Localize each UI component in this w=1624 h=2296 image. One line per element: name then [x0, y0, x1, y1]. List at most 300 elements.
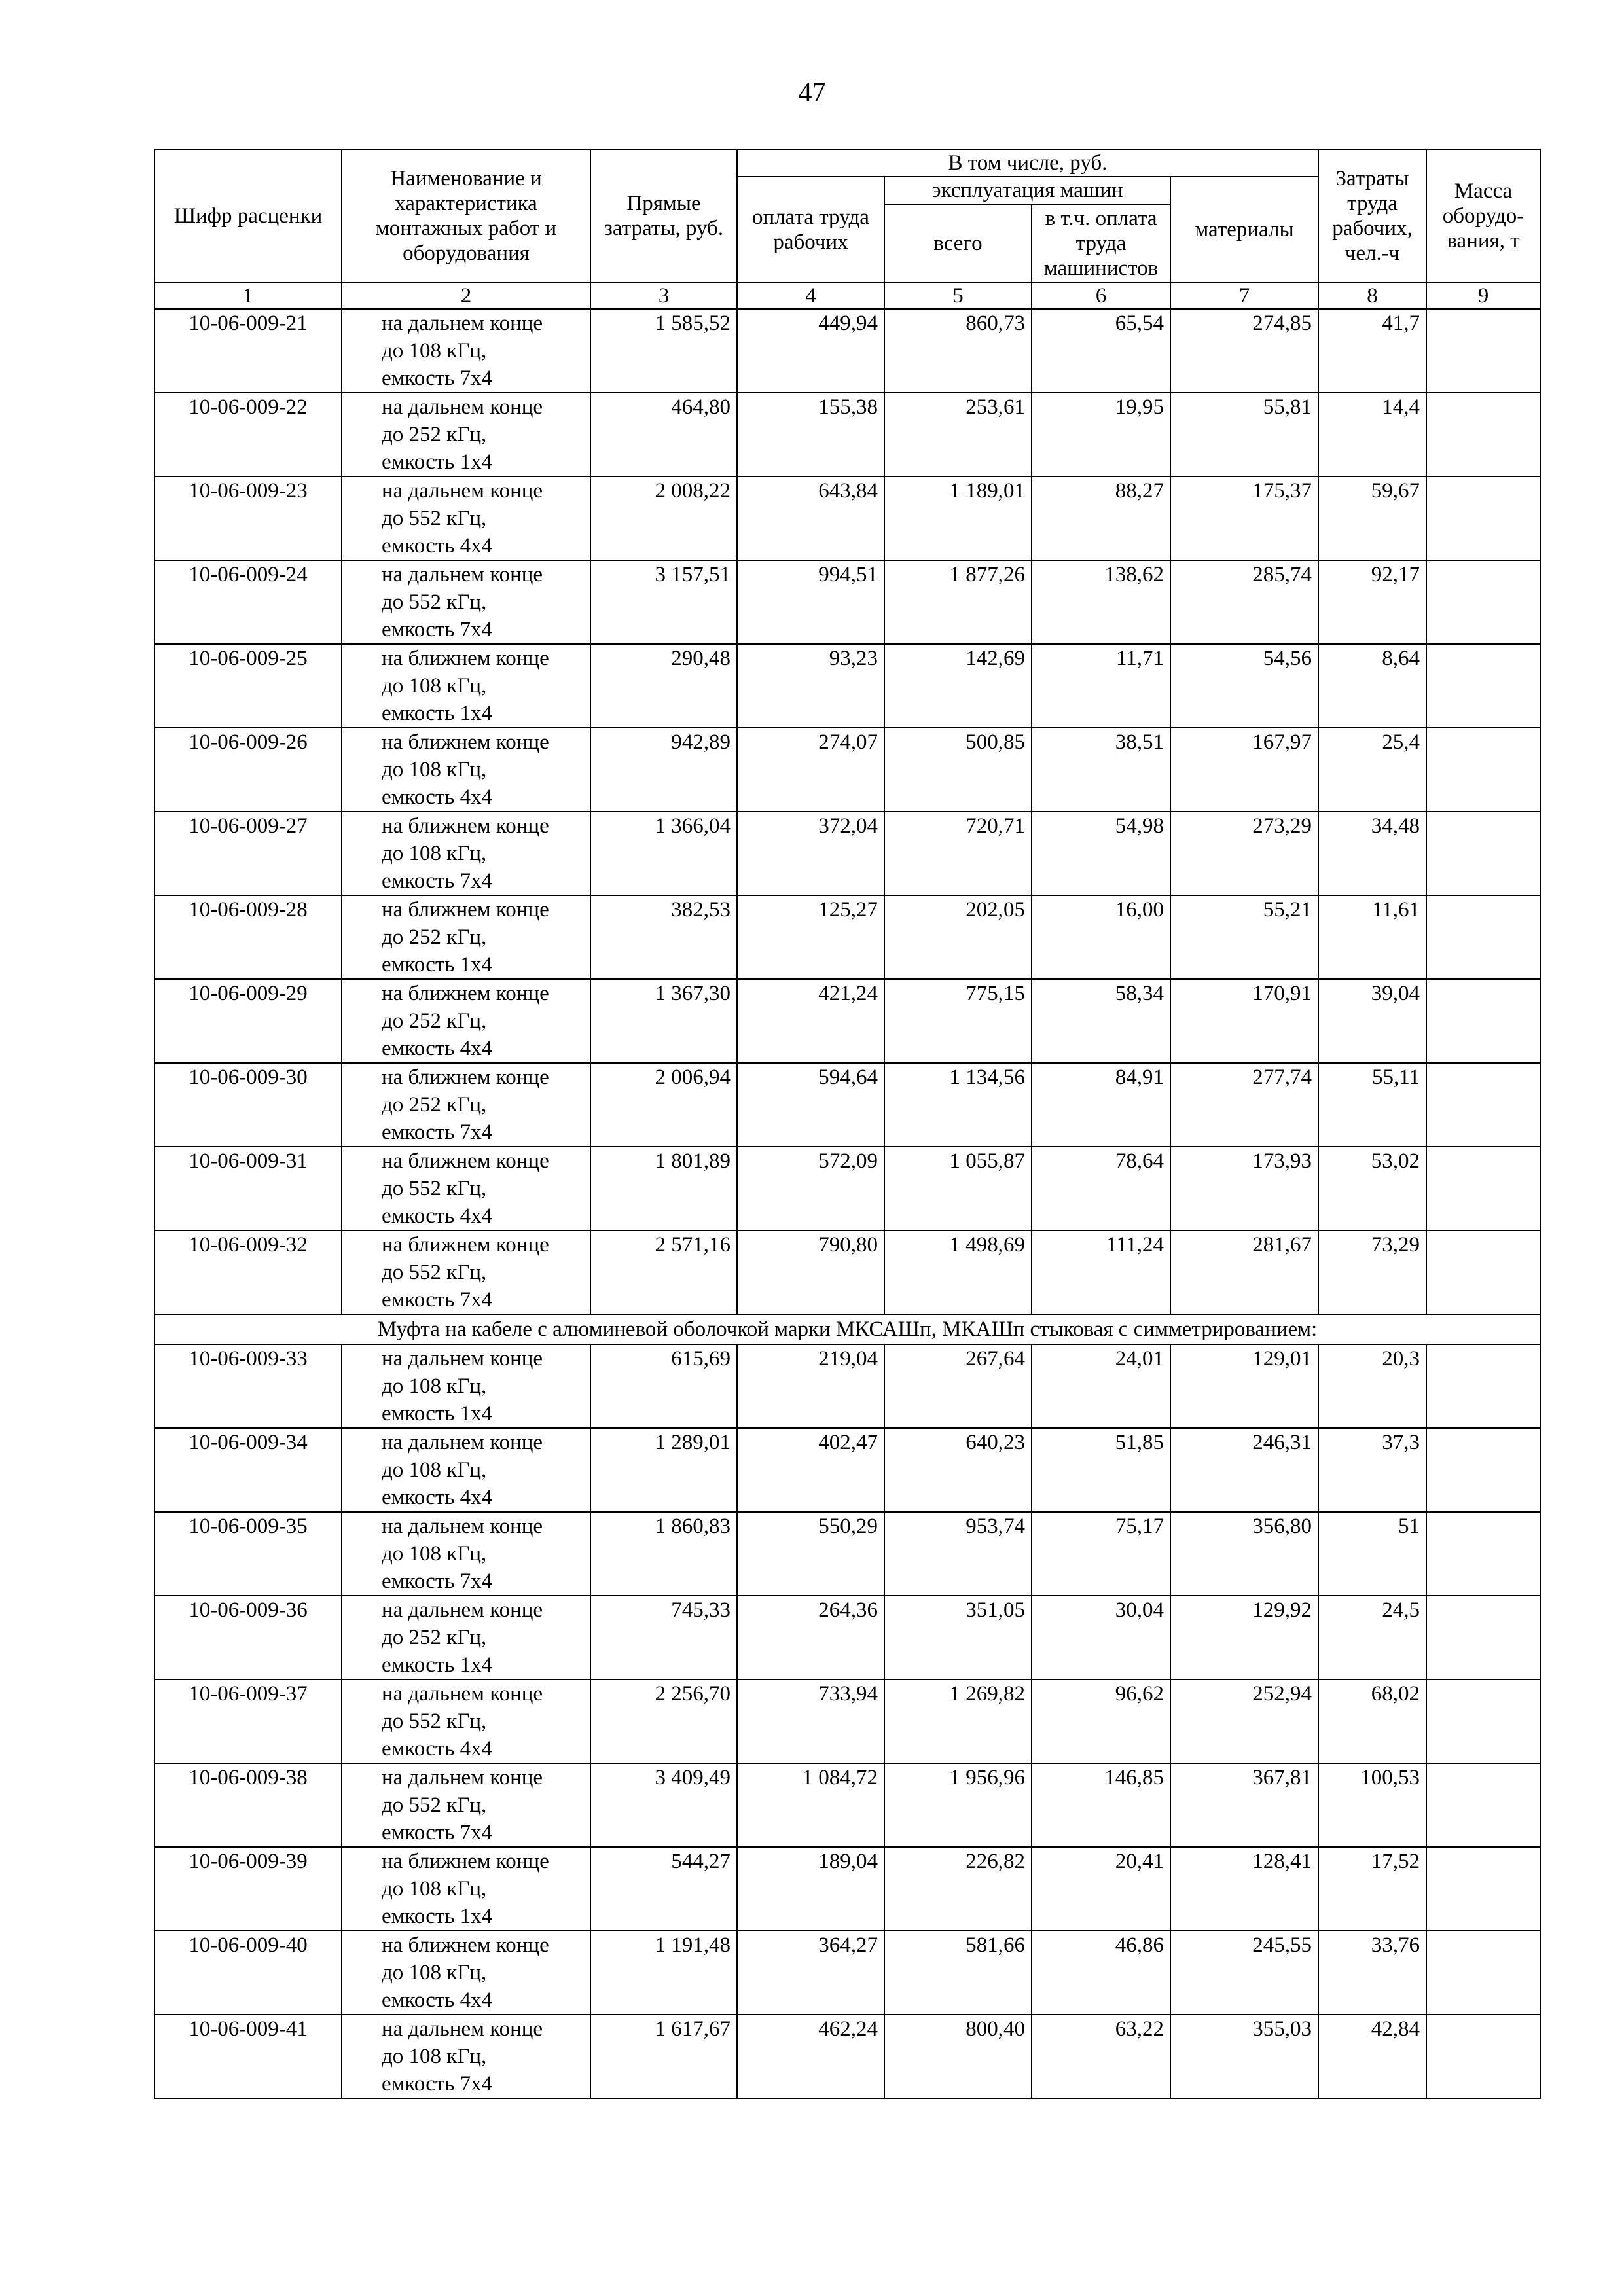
cell-direct-costs: 382,53 [590, 895, 737, 979]
table-row [154, 1230, 1540, 1314]
cell-code: 10-06-009-38 [154, 1763, 342, 1847]
table-row [154, 895, 1540, 979]
cell-machinist-pay: 138,62 [1032, 560, 1170, 644]
cell-machine-total: 581,66 [884, 1931, 1032, 2015]
cell-mass [1426, 1931, 1540, 2015]
cell-code: 10-06-009-28 [154, 895, 342, 979]
cell-machine-total: 800,40 [884, 2015, 1032, 2098]
cell-name-line: емкость 1х4 [382, 1402, 493, 1426]
cell-name-line: емкость 4х4 [382, 1988, 493, 2012]
cell-direct-costs: 1 801,89 [590, 1147, 737, 1230]
column-number: 5 [884, 283, 1032, 309]
cell-mass [1426, 1512, 1540, 1596]
cell-mass [1426, 560, 1540, 644]
cell-labor: 33,76 [1318, 1931, 1426, 2015]
cell-name-line: емкость 7х4 [382, 869, 493, 893]
cell-name-line: емкость 7х4 [382, 1288, 493, 1312]
cell-name [342, 560, 590, 644]
cell-name-line: до 252 кГц, [382, 1626, 487, 1649]
cell-name [342, 1931, 590, 2015]
table-row [154, 1596, 1540, 1679]
cell-name-line: на ближнем конце [382, 982, 549, 1005]
table-row [154, 1512, 1540, 1596]
cell-name [342, 979, 590, 1063]
cell-mass [1426, 1428, 1540, 1512]
cell-materials: 55,81 [1170, 393, 1318, 476]
cell-labor: 39,04 [1318, 979, 1426, 1063]
table-row [154, 1763, 1540, 1847]
cell-mass [1426, 1344, 1540, 1428]
cell-machine-total: 500,85 [884, 728, 1032, 812]
cell-workers-pay: 155,38 [737, 393, 884, 476]
cell-mass [1426, 979, 1540, 1063]
cell-workers-pay: 189,04 [737, 1847, 884, 1931]
cell-name-line: до 108 кГц, [382, 1374, 487, 1398]
cell-mass [1426, 2015, 1540, 2098]
table-row [154, 1679, 1540, 1763]
cell-workers-pay: 364,27 [737, 1931, 884, 2015]
table-row [154, 476, 1540, 560]
cell-direct-costs: 1 367,30 [590, 979, 737, 1063]
cell-materials: 128,41 [1170, 1847, 1318, 1931]
cell-labor: 92,17 [1318, 560, 1426, 644]
cell-direct-costs: 615,69 [590, 1344, 737, 1428]
table-row [154, 560, 1540, 644]
header-machine-total: всего [884, 204, 1032, 283]
cell-code: 10-06-009-40 [154, 1931, 342, 2015]
cell-workers-pay: 274,07 [737, 728, 884, 812]
table-row [154, 812, 1540, 895]
cell-name-line: на дальнем конце [382, 1766, 543, 1789]
cell-name-line: емкость 7х4 [382, 1121, 493, 1144]
cell-direct-costs: 2 571,16 [590, 1230, 737, 1314]
table-body [154, 309, 1540, 2098]
cell-name-line: до 108 кГц, [382, 842, 487, 865]
cell-materials: 355,03 [1170, 2015, 1318, 2098]
cell-machinist-pay: 54,98 [1032, 812, 1170, 895]
cell-materials: 175,37 [1170, 476, 1318, 560]
cell-name-line: емкость 1х4 [382, 450, 493, 474]
column-number: 8 [1318, 283, 1426, 309]
cell-code: 10-06-009-22 [154, 393, 342, 476]
table-row [154, 979, 1540, 1063]
price-table [154, 149, 1541, 2099]
cell-code: 10-06-009-30 [154, 1063, 342, 1147]
cell-materials: 129,92 [1170, 1596, 1318, 1679]
cell-workers-pay: 790,80 [737, 1230, 884, 1314]
cell-name [342, 1512, 590, 1596]
cell-machine-total: 1 055,87 [884, 1147, 1032, 1230]
cell-workers-pay: 402,47 [737, 1428, 884, 1512]
cell-machine-total: 1 498,69 [884, 1230, 1032, 1314]
cell-machinist-pay: 75,17 [1032, 1512, 1170, 1596]
cell-code: 10-06-009-21 [154, 309, 342, 393]
cell-workers-pay: 994,51 [737, 560, 884, 644]
cell-mass [1426, 812, 1540, 895]
cell-machine-total: 640,23 [884, 1428, 1032, 1512]
cell-code: 10-06-009-35 [154, 1512, 342, 1596]
cell-name-line: до 252 кГц, [382, 423, 487, 446]
cell-name-line: емкость 4х4 [382, 534, 493, 558]
cell-mass [1426, 895, 1540, 979]
cell-name-line: на ближнем конце [382, 1933, 549, 1957]
cell-name-line: на дальнем конце [382, 1347, 543, 1371]
cell-name-line: на ближнем конце [382, 814, 549, 838]
table-row [154, 644, 1540, 728]
cell-mass [1426, 644, 1540, 728]
table-row [154, 1428, 1540, 1512]
cell-workers-pay: 550,29 [737, 1512, 884, 1596]
cell-machine-total: 226,82 [884, 1847, 1032, 1931]
cell-direct-costs: 3 409,49 [590, 1763, 737, 1847]
column-number: 9 [1426, 283, 1540, 309]
column-number-row [154, 283, 1540, 309]
cell-labor: 14,4 [1318, 393, 1426, 476]
cell-name [342, 1230, 590, 1314]
cell-name [342, 1147, 590, 1230]
cell-materials: 170,91 [1170, 979, 1318, 1063]
cell-machine-total: 1 269,82 [884, 1679, 1032, 1763]
cell-name [342, 644, 590, 728]
header-name: Наименование и характеристика монтажных работ и оборудования [342, 149, 590, 283]
cell-machinist-pay: 84,91 [1032, 1063, 1170, 1147]
cell-direct-costs: 1 289,01 [590, 1428, 737, 1512]
column-number: 4 [737, 283, 884, 309]
cell-name [342, 812, 590, 895]
cell-labor: 34,48 [1318, 812, 1426, 895]
cell-machine-total: 775,15 [884, 979, 1032, 1063]
cell-name-line: на дальнем конце [382, 479, 543, 503]
cell-name-line: емкость 1х4 [382, 1905, 493, 1928]
cell-machinist-pay: 11,71 [1032, 644, 1170, 728]
cell-name [342, 1596, 590, 1679]
cell-direct-costs: 745,33 [590, 1596, 737, 1679]
cell-name-line: до 252 кГц, [382, 925, 487, 949]
cell-direct-costs: 464,80 [590, 393, 737, 476]
column-number: 6 [1032, 283, 1170, 309]
cell-name-line: на ближнем конце [382, 1850, 549, 1873]
cell-direct-costs: 1 191,48 [590, 1931, 737, 2015]
cell-workers-pay: 93,23 [737, 644, 884, 728]
cell-materials: 173,93 [1170, 1147, 1318, 1230]
cell-labor: 73,29 [1318, 1230, 1426, 1314]
cell-labor: 37,3 [1318, 1428, 1426, 1512]
cell-machinist-pay: 96,62 [1032, 1679, 1170, 1763]
cell-name-line: емкость 4х4 [382, 1204, 493, 1228]
cell-direct-costs: 942,89 [590, 728, 737, 812]
header-machine-ops: эксплуатация машин [884, 177, 1170, 204]
column-number: 7 [1170, 283, 1318, 309]
cell-direct-costs: 1 617,67 [590, 2015, 737, 2098]
table-row [154, 1344, 1540, 1428]
table-row [154, 2015, 1540, 2098]
cell-workers-pay: 125,27 [737, 895, 884, 979]
cell-mass [1426, 309, 1540, 393]
cell-workers-pay: 264,36 [737, 1596, 884, 1679]
header-workers-pay: оплата труда рабочих [737, 177, 884, 283]
cell-machinist-pay: 88,27 [1032, 476, 1170, 560]
cell-name [342, 1847, 590, 1931]
cell-machinist-pay: 24,01 [1032, 1344, 1170, 1428]
header-including: В том числе, руб. [737, 149, 1318, 177]
cell-name [342, 309, 590, 393]
cell-machine-total: 142,69 [884, 644, 1032, 728]
cell-mass [1426, 1763, 1540, 1847]
cell-materials: 54,56 [1170, 644, 1318, 728]
cell-machinist-pay: 46,86 [1032, 1931, 1170, 2015]
cell-name-line: до 252 кГц, [382, 1009, 487, 1033]
cell-name-line: на ближнем конце [382, 1233, 549, 1257]
cell-code: 10-06-009-36 [154, 1596, 342, 1679]
cell-code: 10-06-009-24 [154, 560, 342, 644]
cell-name-line: до 552 кГц, [382, 590, 487, 614]
cell-machine-total: 1 189,01 [884, 476, 1032, 560]
cell-direct-costs: 3 157,51 [590, 560, 737, 644]
cell-name-line: на дальнем конце [382, 1515, 543, 1538]
cell-name-line: до 108 кГц, [382, 2045, 487, 2068]
cell-materials: 129,01 [1170, 1344, 1318, 1428]
page-number: 47 [798, 78, 826, 108]
cell-name-line: до 552 кГц, [382, 1177, 487, 1200]
cell-machinist-pay: 63,22 [1032, 2015, 1170, 2098]
cell-materials: 245,55 [1170, 1931, 1318, 2015]
cell-machinist-pay: 16,00 [1032, 895, 1170, 979]
cell-mass [1426, 1063, 1540, 1147]
cell-machine-total: 1 877,26 [884, 560, 1032, 644]
cell-direct-costs: 290,48 [590, 644, 737, 728]
cell-name [342, 1344, 590, 1428]
cell-machine-total: 720,71 [884, 812, 1032, 895]
cell-labor: 8,64 [1318, 644, 1426, 728]
cell-code: 10-06-009-37 [154, 1679, 342, 1763]
cell-direct-costs: 1 366,04 [590, 812, 737, 895]
cell-code: 10-06-009-39 [154, 1847, 342, 1931]
header-direct-costs: Прямые затраты, руб. [590, 149, 737, 283]
cell-labor: 20,3 [1318, 1344, 1426, 1428]
cell-name-line: на дальнем конце [382, 1598, 543, 1622]
header-mass: Масса оборудо-вания, т [1426, 149, 1540, 283]
cell-name-line: до 552 кГц, [382, 1793, 487, 1817]
cell-workers-pay: 421,24 [737, 979, 884, 1063]
cell-name-line: на дальнем конце [382, 312, 543, 335]
cell-labor: 100,53 [1318, 1763, 1426, 1847]
cell-code: 10-06-009-33 [154, 1344, 342, 1428]
cell-machine-total: 202,05 [884, 895, 1032, 979]
cell-machinist-pay: 111,24 [1032, 1230, 1170, 1314]
cell-name [342, 1428, 590, 1512]
cell-name-line: до 552 кГц, [382, 1710, 487, 1733]
cell-name-line: емкость 7х4 [382, 618, 493, 641]
cell-direct-costs: 2 008,22 [590, 476, 737, 560]
cell-name-line: до 108 кГц, [382, 1542, 487, 1566]
cell-name-line: емкость 1х4 [382, 953, 493, 977]
cell-name-line: на дальнем конце [382, 2017, 543, 2041]
cell-name-line: емкость 7х4 [382, 1570, 493, 1593]
cell-machinist-pay: 146,85 [1032, 1763, 1170, 1847]
cell-workers-pay: 572,09 [737, 1147, 884, 1230]
cell-materials: 356,80 [1170, 1512, 1318, 1596]
cell-code: 10-06-009-34 [154, 1428, 342, 1512]
cell-workers-pay: 219,04 [737, 1344, 884, 1428]
table-row [154, 1931, 1540, 2015]
cell-name-line: на ближнем конце [382, 647, 549, 670]
cell-workers-pay: 449,94 [737, 309, 884, 393]
cell-name-line: до 108 кГц, [382, 1458, 487, 1482]
cell-name-line: на дальнем конце [382, 1431, 543, 1454]
table-header [154, 149, 1540, 309]
cell-name-line: емкость 7х4 [382, 367, 493, 390]
section-title: Муфта на кабеле с алюминевой оболочкой марки МКСАШп, МКАШп стыковая с симметрированием: [154, 1314, 1540, 1344]
cell-name-line: до 252 кГц, [382, 1093, 487, 1117]
cell-name-line: на ближнем конце [382, 898, 549, 922]
cell-machine-total: 860,73 [884, 309, 1032, 393]
cell-name-line: емкость 4х4 [382, 1037, 493, 1060]
cell-workers-pay: 594,64 [737, 1063, 884, 1147]
cell-workers-pay: 462,24 [737, 2015, 884, 2098]
cell-labor: 42,84 [1318, 2015, 1426, 2098]
cell-name [342, 1763, 590, 1847]
cell-name-line: на дальнем конце [382, 395, 543, 419]
cell-direct-costs: 1 585,52 [590, 309, 737, 393]
cell-machine-total: 351,05 [884, 1596, 1032, 1679]
table-row [154, 309, 1540, 393]
cell-name-line: на ближнем конце [382, 1149, 549, 1173]
table-row [154, 728, 1540, 812]
cell-workers-pay: 372,04 [737, 812, 884, 895]
cell-name-line: емкость 7х4 [382, 2072, 493, 2096]
header-machinist-pay: в т.ч. оплата труда машинистов [1032, 204, 1170, 283]
cell-mass [1426, 476, 1540, 560]
table-row [154, 1847, 1540, 1931]
cell-labor: 51 [1318, 1512, 1426, 1596]
cell-labor: 41,7 [1318, 309, 1426, 393]
cell-mass [1426, 393, 1540, 476]
cell-code: 10-06-009-26 [154, 728, 342, 812]
cell-mass [1426, 1147, 1540, 1230]
table-row [154, 1147, 1540, 1230]
cell-labor: 59,67 [1318, 476, 1426, 560]
cell-code: 10-06-009-41 [154, 2015, 342, 2098]
cell-labor: 17,52 [1318, 1847, 1426, 1931]
cell-direct-costs: 1 860,83 [590, 1512, 737, 1596]
cell-name-line: емкость 1х4 [382, 1653, 493, 1677]
cell-code: 10-06-009-29 [154, 979, 342, 1063]
table-row [154, 393, 1540, 476]
cell-workers-pay: 733,94 [737, 1679, 884, 1763]
header-materials: материалы [1170, 177, 1318, 283]
cell-machine-total: 1 956,96 [884, 1763, 1032, 1847]
column-number: 1 [154, 283, 342, 309]
cell-materials: 285,74 [1170, 560, 1318, 644]
cell-machinist-pay: 51,85 [1032, 1428, 1170, 1512]
cell-machine-total: 953,74 [884, 1512, 1032, 1596]
cell-machinist-pay: 19,95 [1032, 393, 1170, 476]
cell-mass [1426, 1596, 1540, 1679]
cell-machinist-pay: 58,34 [1032, 979, 1170, 1063]
cell-name-line: до 108 кГц, [382, 674, 487, 698]
cell-labor: 25,4 [1318, 728, 1426, 812]
cell-name-line: емкость 4х4 [382, 1737, 493, 1761]
cell-code: 10-06-009-25 [154, 644, 342, 728]
cell-labor: 24,5 [1318, 1596, 1426, 1679]
cell-labor: 68,02 [1318, 1679, 1426, 1763]
cell-name [342, 1679, 590, 1763]
cell-code: 10-06-009-31 [154, 1147, 342, 1230]
cell-machinist-pay: 38,51 [1032, 728, 1170, 812]
cell-mass [1426, 728, 1540, 812]
cell-materials: 367,81 [1170, 1763, 1318, 1847]
cell-machinist-pay: 20,41 [1032, 1847, 1170, 1931]
cell-name-line: до 108 кГц, [382, 1961, 487, 1984]
cell-code: 10-06-009-27 [154, 812, 342, 895]
cell-mass [1426, 1679, 1540, 1763]
cell-name-line: до 552 кГц, [382, 507, 487, 530]
cell-name-line: емкость 7х4 [382, 1821, 493, 1844]
cell-name-line: до 108 кГц, [382, 339, 487, 363]
cell-machinist-pay: 30,04 [1032, 1596, 1170, 1679]
cell-machine-total: 267,64 [884, 1344, 1032, 1428]
cell-machine-total: 1 134,56 [884, 1063, 1032, 1147]
cell-workers-pay: 643,84 [737, 476, 884, 560]
cell-name-line: на дальнем конце [382, 563, 543, 586]
cell-materials: 273,29 [1170, 812, 1318, 895]
cell-name-line: до 108 кГц, [382, 1877, 487, 1901]
cell-materials: 246,31 [1170, 1428, 1318, 1512]
cell-materials: 274,85 [1170, 309, 1318, 393]
cell-code: 10-06-009-23 [154, 476, 342, 560]
cell-code: 10-06-009-32 [154, 1230, 342, 1314]
cell-machinist-pay: 65,54 [1032, 309, 1170, 393]
cell-name [342, 728, 590, 812]
column-number: 3 [590, 283, 737, 309]
cell-name [342, 393, 590, 476]
cell-materials: 252,94 [1170, 1679, 1318, 1763]
cell-name-line: на ближнем конце [382, 1066, 549, 1089]
cell-name [342, 476, 590, 560]
cell-name-line: емкость 4х4 [382, 785, 493, 809]
header-code: Шифр расценки [154, 149, 342, 283]
cell-direct-costs: 2 006,94 [590, 1063, 737, 1147]
section-row [154, 1314, 1540, 1344]
table-row [154, 1063, 1540, 1147]
cell-materials: 281,67 [1170, 1230, 1318, 1314]
cell-name-line: до 552 кГц, [382, 1261, 487, 1284]
cell-name-line: емкость 4х4 [382, 1486, 493, 1509]
cell-name-line: до 108 кГц, [382, 758, 487, 781]
cell-direct-costs: 2 256,70 [590, 1679, 737, 1763]
cell-name [342, 2015, 590, 2098]
cell-name-line: емкость 1х4 [382, 702, 493, 725]
cell-labor: 53,02 [1318, 1147, 1426, 1230]
cell-direct-costs: 544,27 [590, 1847, 737, 1931]
cell-materials: 277,74 [1170, 1063, 1318, 1147]
cell-name-line: на ближнем конце [382, 730, 549, 754]
cell-name-line: на дальнем конце [382, 1682, 543, 1706]
column-number: 2 [342, 283, 590, 309]
header-labor: Затраты труда рабочих, чел.-ч [1318, 149, 1426, 283]
cell-mass [1426, 1847, 1540, 1931]
cell-mass [1426, 1230, 1540, 1314]
cell-name [342, 895, 590, 979]
cell-materials: 55,21 [1170, 895, 1318, 979]
cell-machinist-pay: 78,64 [1032, 1147, 1170, 1230]
cell-labor: 55,11 [1318, 1063, 1426, 1147]
cell-machine-total: 253,61 [884, 393, 1032, 476]
cell-name [342, 1063, 590, 1147]
cell-workers-pay: 1 084,72 [737, 1763, 884, 1847]
cell-materials: 167,97 [1170, 728, 1318, 812]
cell-labor: 11,61 [1318, 895, 1426, 979]
